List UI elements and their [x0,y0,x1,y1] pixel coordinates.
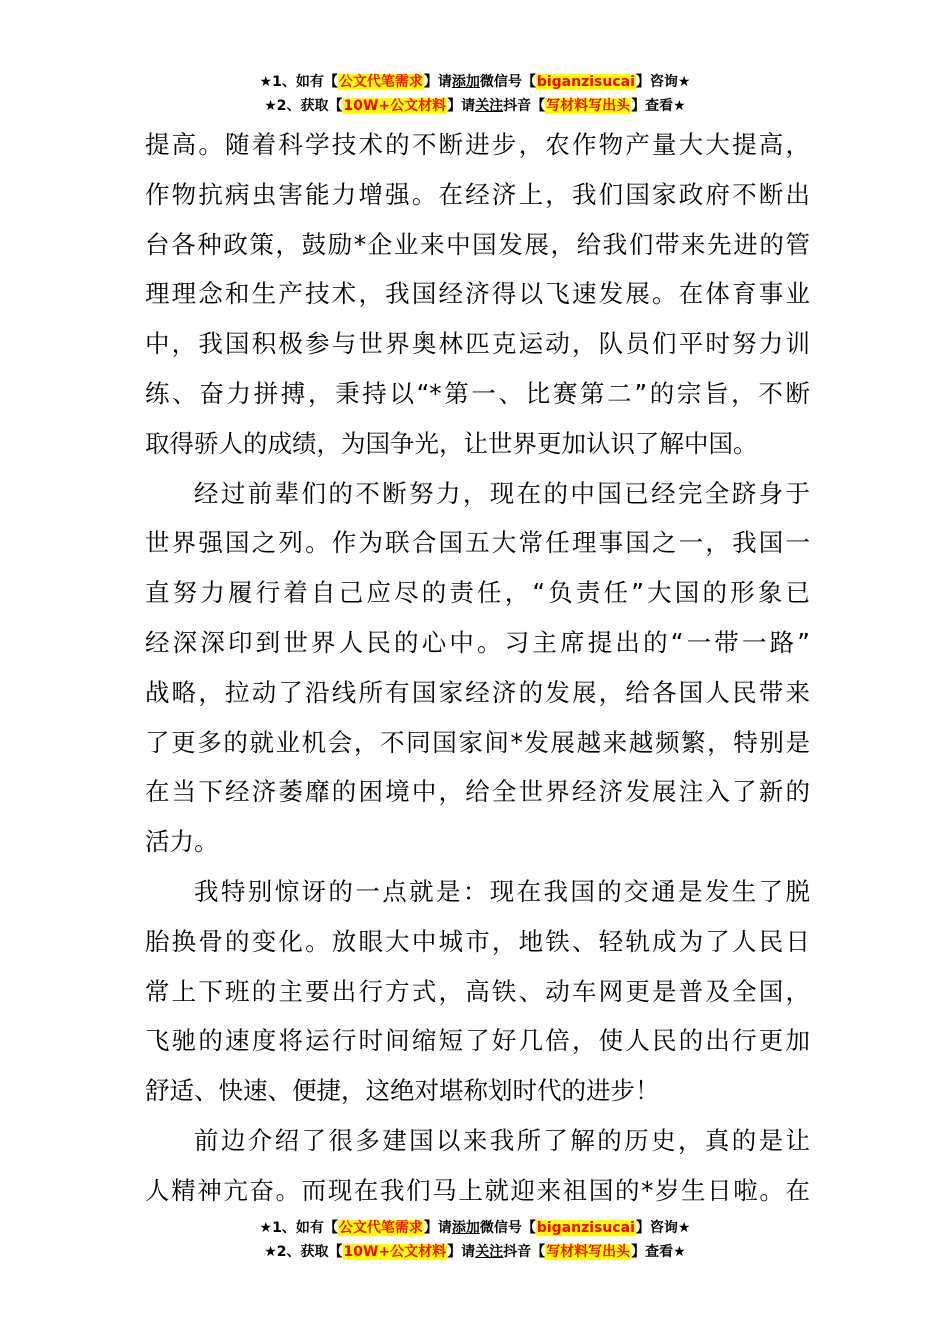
text-line: 活力。 [145,827,219,857]
text-line: 人精神亢奋。而现在我们马上就迎来祖国的*岁生日啦。在 [145,1175,810,1205]
banner-text: 】查看★ [631,1244,686,1260]
banner-text: 微信号【 [479,1220,536,1236]
banner-text: ★1、如有【 [259,74,338,90]
banner-highlight: biganzisucai [536,1220,635,1236]
text-line: 常上下班的主要出行方式，高铁、动车网更是普及全国， [145,976,810,1006]
text-line: 前边介绍了很多建国以来我所了解的历史，真的是让 [194,1125,810,1155]
banner-text: ★2、获取【 [264,98,343,114]
banner-text: 抖音【 [503,98,546,114]
text-line: 取得骄人的成绩，为国争光，让世界更加认识了解中国。 [145,428,758,458]
banner-text: ★1、如有【 [259,1220,338,1236]
banner-text: 微信号【 [479,74,536,90]
banner-highlight: biganzisucai [536,74,635,90]
banner-text: 】请 [423,74,452,90]
header-banner-line-1 [0,70,950,94]
footer-banner [0,1216,950,1264]
banner-text: ★2、获取【 [264,1244,343,1260]
header-banner-line-2 [0,94,950,118]
text-line: 我特别惊讶的一点就是：现在我国的交通是发生了脱 [194,876,810,906]
banner-highlight: 公文代笔需求 [338,1220,423,1236]
text-line: 在当下经济萎靡的困境中，给全世界经济发展注入了新的 [145,777,810,807]
footer-banner-line-2 [0,1240,950,1264]
banner-underlined-text: 添加 [451,74,480,90]
banner-underlined-text: 添加 [451,1220,480,1236]
banner-highlight: 写材料写出头 [546,1244,631,1260]
banner-text: 】请 [423,1220,452,1236]
paragraph-3 [145,867,810,1116]
paragraph-2 [145,469,810,867]
text-line: 中，我国积极参与世界奥林匹克运动，队员们平时努力训 [145,329,810,359]
banner-underlined-text: 关注 [475,1244,504,1260]
banner-highlight: 10W+公文材料 [343,1244,447,1260]
document-body [145,120,810,1216]
banner-text: 】请 [447,98,476,114]
text-line: 提高。随着科学技术的不断进步，农作物产量大大提高， [145,130,810,159]
text-line: 了更多的就业机会，不同国家间*发展越来越频繁，特别是 [145,727,810,757]
banner-highlight: 公文代笔需求 [338,74,423,90]
text-line: 战略，拉动了沿线所有国家经济的发展，给各国人民带来 [145,677,810,707]
text-line: 舒适、快速、便捷，这绝对堪称划时代的进步！ [145,1076,660,1106]
text-line: 直努力履行着自己应尽的责任，“负责任”大国的形象已 [145,578,810,608]
banner-highlight: 写材料写出头 [546,98,631,114]
text-line: 经过前辈们的不断努力，现在的中国已经完全跻身于 [194,478,810,508]
paragraph-4 [145,1116,810,1216]
banner-text: 】请 [447,1244,476,1260]
text-line: 世界强国之列。作为联合国五大常任理事国之一，我国一 [145,528,810,558]
text-line: 胎换骨的变化。放眼大中城市，地铁、轻轨成为了人民日 [145,926,810,956]
banner-text: 】查看★ [631,98,686,114]
banner-highlight: 10W+公文材料 [343,98,447,114]
text-line: 理理念和生产技术，我国经济得以飞速发展。在体育事业 [145,279,810,309]
text-line: 练、奋力拼搏，秉持以“*第一、比赛第二”的宗旨，不断 [145,378,810,408]
banner-underlined-text: 关注 [475,98,504,114]
text-line: 飞驰的速度将运行时间缩短了好几倍，使人民的出行更加 [145,1026,810,1056]
banner-text: 】咨询★ [635,1220,691,1236]
banner-text: 】咨询★ [635,74,691,90]
banner-text: 抖音【 [503,1244,546,1260]
text-line: 经深深印到世界人民的心中。习主席提出的“一带一路” [145,627,810,657]
text-line: 台各种政策，鼓励*企业来中国发展，给我们带来先进的管 [145,229,810,259]
text-line: 作物抗病虫害能力增强。在经济上，我们国家政府不断出 [145,179,810,209]
footer-banner-line-1 [0,1216,950,1240]
paragraph-1 [145,120,810,469]
header-banner [0,70,950,118]
